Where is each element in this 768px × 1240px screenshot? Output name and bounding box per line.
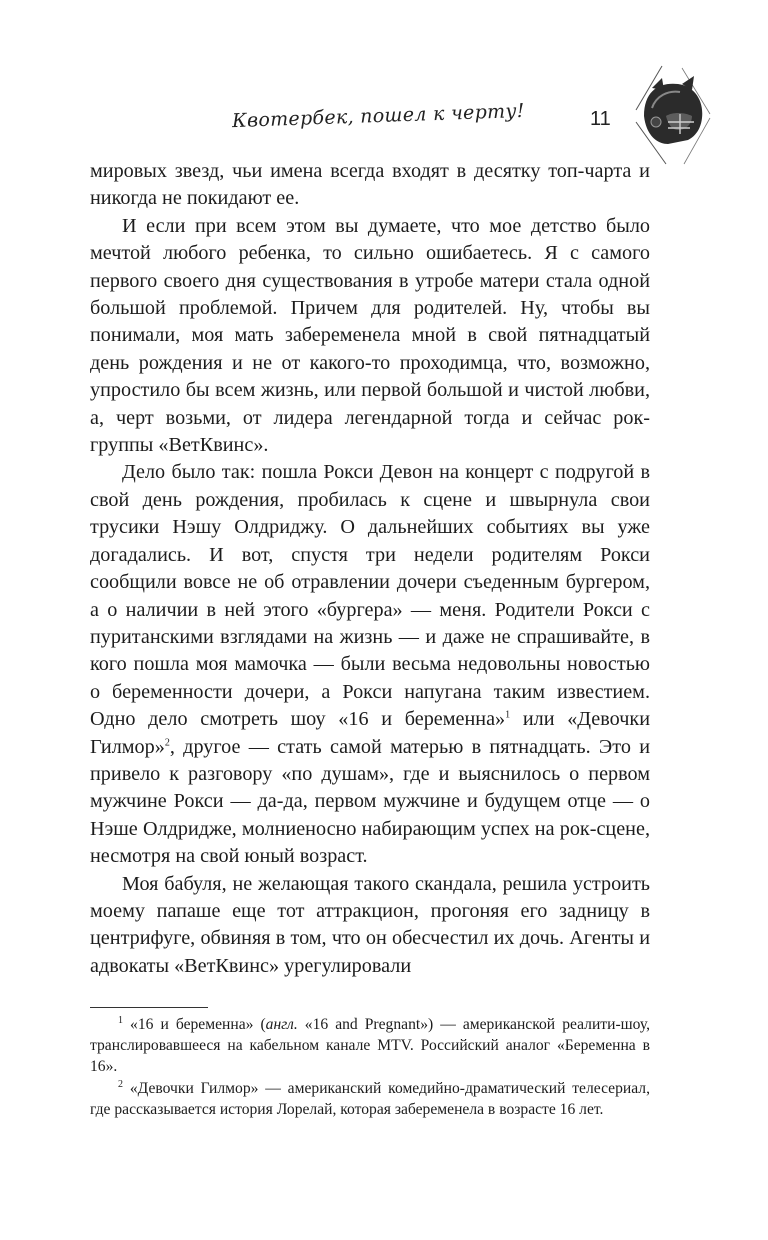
- main-text: [90, 158, 650, 980]
- text-run: «16 и беременна» (: [123, 1016, 266, 1033]
- footnote-2: [90, 1079, 650, 1121]
- text-run: , другое — стать самой матерью в пятнадцать. Это и привело к разговору «по душам», где и выяснилось о первом мужчине Рокси — да-да, первом мужчине и будущем отце — о Нэше Олдридже, молниеносно набирающим успех на рок-сцене, несмотря на свой юный возраст.: [90, 735, 650, 868]
- footnote-ref-1[interactable]: 1: [505, 709, 511, 721]
- text-run: или «Девочки Гилмор»: [90, 708, 651, 758]
- footnote-mark: 2: [118, 1079, 123, 1091]
- running-title: Квотербек, пошел к черту!: [231, 99, 526, 133]
- page-header: [0, 0, 768, 165]
- footnote-ref-2[interactable]: 2: [164, 736, 170, 748]
- footnote-divider: [90, 1007, 208, 1008]
- footnote-mark: 1: [118, 1014, 123, 1026]
- footnotes: [90, 1015, 650, 1123]
- paragraph: мировых звезд, чьи имена всегда входят в десятку топ-чарта и никогда не покидают ее.: [90, 160, 650, 210]
- paragraph: Моя бабуля, не желающая такого скандала, решила устроить моему папаше еще тот аттракцион, прогоняя его задницу в центрифуге, обвиняя в том, что он обесчестил их дочь. Агенты и адвокаты «ВетКвинс» урегулировали: [90, 872, 650, 977]
- football-helmet-icon: [622, 64, 714, 168]
- text-run: «16 and Pregnant») — американской реалити-шоу, транслировавшееся на кабельном канале MTV. Российский аналог «Беременна в 16».: [90, 1016, 650, 1075]
- language-abbreviation: англ.: [265, 1016, 298, 1033]
- text-run: «Девочки Гилмор» — американский комедийно-драматический телесериал, где рассказывается история Лорелай, которая забеременела в возрасте 16 лет.: [90, 1080, 650, 1119]
- page-number: 11: [590, 108, 611, 130]
- text-run: Дело было так: пошла Рокси Девон на концерт с подругой в свой день рождения, пробилась к сцене и швырнула свои трусики Нэшу Олдриджу. О дальнейших событиях вы уже догадались. И вот, спустя три недели родителям Рокси сообщили вовсе не об отравлении дочери съеденным бургером, а о наличии в ней этого «бургера» — меня. Родители Рокси с пуританскими взглядами на жизнь — и даже не спрашивайте, в кого пошла моя мамочка — были весьма недовольны новостью о беременности дочери, а Рокси напугана таким известием. Одно дело смотреть шоу «16 и беременна»: [90, 461, 650, 731]
- paragraph: [90, 459, 650, 870]
- footnote-1: [90, 1015, 650, 1077]
- paragraph: И если при всем этом вы думаете, что мое детство было мечтой любого ребенка, то сильно ошибаетесь. Я с самого первого своего дня существования в утробе матери стала одной большой проблемой. Причем для родителей. Ну, чтобы вы понимали, моя мать забеременела мной в свой пятнадцатый день рождения и не от какого-то проходимца, что, возможно, упростило бы всем жизнь, или первой большой и чистой любви, а, черт возьми, от лидера легендарной тогда и сейчас рок-группы «ВетКвинс».: [90, 214, 650, 457]
